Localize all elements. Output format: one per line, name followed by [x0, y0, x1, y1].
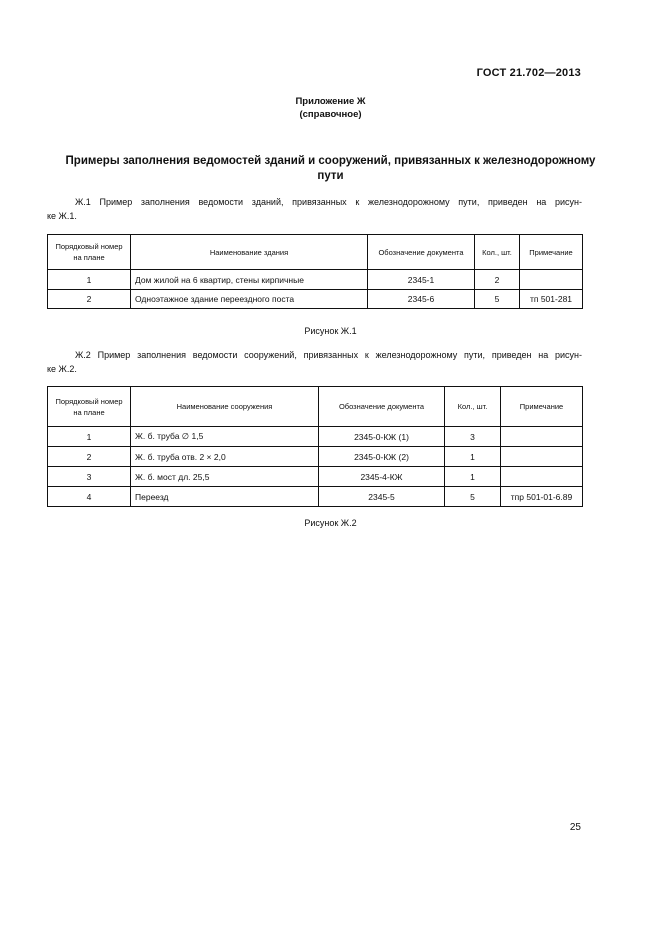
- table-header-cell: Обозначение документа: [368, 235, 475, 270]
- example2-paragraph: [47, 348, 582, 376]
- table-cell: 2345-0-КЖ (1): [319, 427, 445, 447]
- table-row: [48, 290, 583, 309]
- table-row: [48, 270, 583, 290]
- table-cell: Переезд: [131, 487, 319, 507]
- table-header-cell: Порядковый номер на плане: [48, 387, 131, 427]
- table-header-cell: Обозначение документа: [319, 387, 445, 427]
- table-header-cell: Примечание: [520, 235, 583, 270]
- table-row: [48, 467, 583, 487]
- appendix-title: Приложение Ж: [295, 96, 366, 107]
- table-cell: 1: [445, 447, 501, 467]
- table-cell: Ж. б. труба ∅ 1,5: [131, 427, 319, 447]
- example2-text-line2: ке Ж.2.: [47, 364, 77, 374]
- table-cell: Одноэтажное здание переездного поста: [131, 290, 368, 309]
- table-cell: 3: [445, 427, 501, 447]
- table-cell: 1: [445, 467, 501, 487]
- buildings-table: [47, 234, 583, 309]
- table-header-cell: Наименование здания: [131, 235, 368, 270]
- table-header-cell: Примечание: [501, 387, 583, 427]
- table-cell: 5: [445, 487, 501, 507]
- structures-table: [47, 386, 583, 507]
- table-cell: 2345-5: [319, 487, 445, 507]
- table-header-row: [48, 387, 583, 427]
- section-title-line1: Примеры заполнения ведомостей зданий и сооружений, привязанных к железнодорожному: [65, 155, 596, 167]
- table-cell: [501, 427, 583, 447]
- figure-caption-1: Рисунок Ж.1: [304, 326, 357, 336]
- table-row: [48, 487, 583, 507]
- section-title-line2: пути: [317, 170, 344, 182]
- table-header-row: [48, 235, 583, 270]
- table-header-cell: Порядковый номер на плане: [48, 235, 131, 270]
- table-cell: 2345-1: [368, 270, 475, 290]
- table-cell: 5: [475, 290, 520, 309]
- table-cell: Ж. б. труба отв. 2 × 2,0: [131, 447, 319, 467]
- table-cell: [520, 270, 583, 290]
- table-cell: 1: [48, 270, 131, 290]
- figure-caption-2: Рисунок Ж.2: [304, 518, 357, 528]
- table-cell: 2345-4-КЖ: [319, 467, 445, 487]
- table-cell: [501, 467, 583, 487]
- table-cell: тп 501-281: [520, 290, 583, 309]
- example1-text-line1: Ж.1 Пример заполнения ведомости зданий, привязанных к железнодорожному пути, приведен на рисун-: [75, 197, 582, 207]
- example1-paragraph: [47, 195, 582, 223]
- table-cell: 2345-0-КЖ (2): [319, 447, 445, 467]
- table-cell: Дом жилой на 6 квартир, стены кирпичные: [131, 270, 368, 290]
- table-cell: 2: [475, 270, 520, 290]
- example2-text-line1: Ж.2 Пример заполнения ведомости сооружений, привязанных к железнодорожному пути, приведен на рисун-: [75, 350, 582, 360]
- table-cell: тпр 501-01-6.89: [501, 487, 583, 507]
- table-header-cell: Кол., шт.: [475, 235, 520, 270]
- table-header-cell: Наименование сооружения: [131, 387, 319, 427]
- table-row: [48, 427, 583, 447]
- table-cell: Ж. б. мост дл. 25,5: [131, 467, 319, 487]
- table-cell: 1: [48, 427, 131, 447]
- table-row: [48, 447, 583, 467]
- table-cell: 4: [48, 487, 131, 507]
- example1-text-line2: ке Ж.1.: [47, 211, 77, 221]
- table-header-cell: Кол., шт.: [445, 387, 501, 427]
- table-cell: 2345-6: [368, 290, 475, 309]
- standard-designation: ГОСТ 21.702—2013: [476, 67, 581, 79]
- table-cell: 3: [48, 467, 131, 487]
- section-title: [40, 154, 621, 184]
- table-cell: [501, 447, 583, 467]
- table-cell: 2: [48, 290, 131, 309]
- appendix-subtitle: (справочное): [299, 109, 362, 120]
- table-cell: 2: [48, 447, 131, 467]
- page-number: 25: [569, 822, 581, 833]
